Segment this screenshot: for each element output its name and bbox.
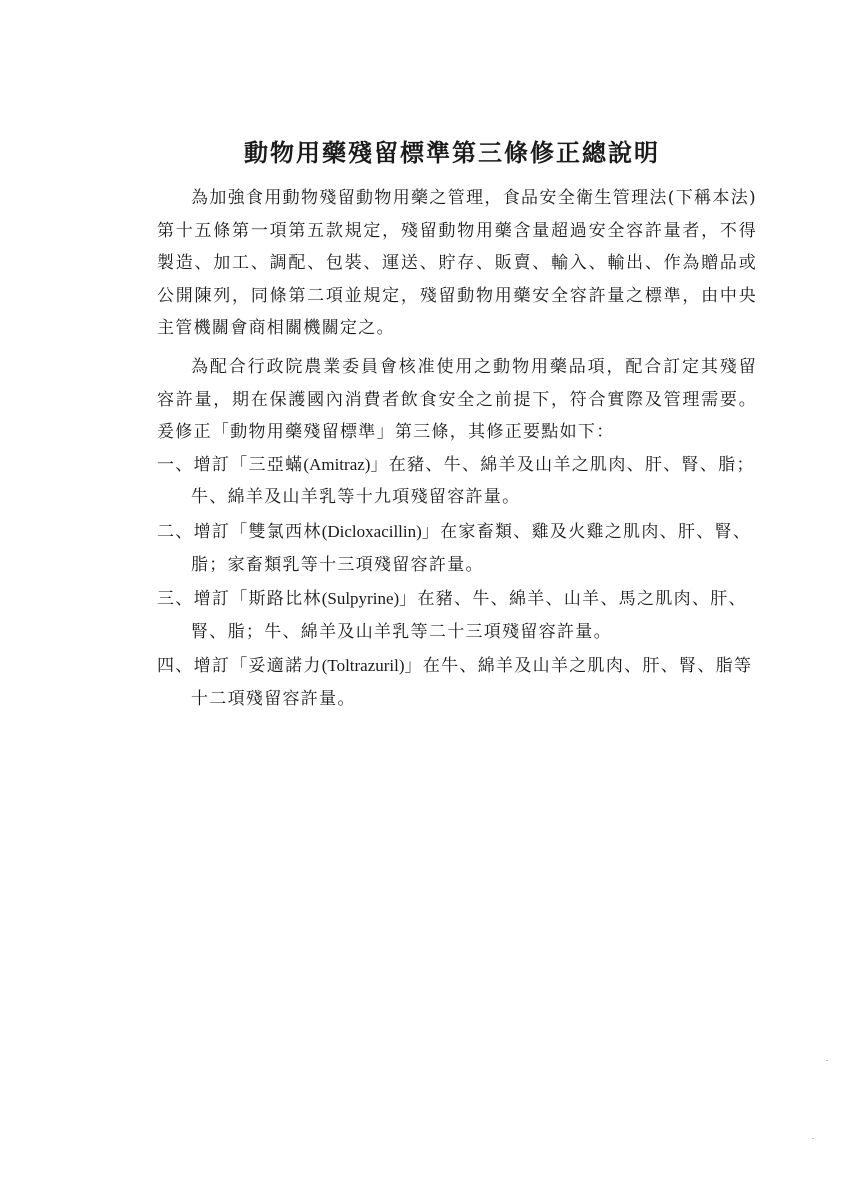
drug-latin-name: (Sulpyrine) xyxy=(321,589,400,609)
drug-latin-name: (Toltrazuril) xyxy=(321,656,405,676)
scan-speck xyxy=(826,1060,828,1061)
paragraph-background: 為加強食用動物殘留動物用藥之管理，食品安全衛生管理法(下稱本法)第十五條第一項第五款規定，殘留動物用藥含量超過安全容許量者，不得製造、加工、調配、包裝、運送、貯存、販賣、輸入、輸出、作為贈品或公開陳列，同條第二項並規定，殘留動物用藥安全容許量之標準，由中央主管機關會商相關機關定之。 xyxy=(157,188,757,339)
drug-latin-name: (Amitraz) xyxy=(303,454,371,474)
amendment-item-1 xyxy=(157,449,757,514)
document-title: 動物用藥殘留標準第三條修正總說明 xyxy=(244,138,660,167)
drug-latin-name: (Dicloxacillin) xyxy=(321,521,422,541)
amendment-item-3 xyxy=(157,583,757,648)
item-text-pre: 增訂「斯路比林 xyxy=(193,589,322,610)
item-text-post: 」在豬、牛、綿羊、山羊、馬之肌肉、肝、腎、脂；牛、綿羊及山羊乳等二十三項殘留容許量。 xyxy=(191,589,747,642)
amendment-item-4 xyxy=(157,650,757,715)
item-text-pre: 增訂「妥適諾力 xyxy=(193,656,322,677)
amendment-item-2 xyxy=(157,516,757,581)
scan-speck xyxy=(812,1138,814,1139)
item-number: 二、 xyxy=(157,521,194,542)
item-number: 三、 xyxy=(157,589,194,610)
item-text-pre: 增訂「三亞蟎 xyxy=(193,454,304,475)
paragraph-purpose: 為配合行政院農業委員會核准使用之動物用藥品項，配合訂定其殘留容許量，期在保護國內消費者飲食安全之前提下，符合實際及管理需要。爰修正「動物用藥殘留標準」第三條，其修正要點如下： xyxy=(157,356,757,443)
item-text-pre: 增訂「雙氯西林 xyxy=(193,521,322,542)
item-number: 一、 xyxy=(157,454,194,475)
item-number: 四、 xyxy=(157,656,194,677)
item-text-post: 」在豬、牛、綿羊及山羊之肌肉、肝、腎、脂；牛、綿羊及山羊乳等十九項殘留容許量。 xyxy=(191,454,755,508)
item-text-post: 」在牛、綿羊及山羊之肌肉、肝、腎、脂等十二項殘留容許量。 xyxy=(191,656,753,709)
item-text-post: 」在家畜類、雞及火雞之肌肉、肝、腎、脂；家畜類乳等十三項殘留容許量。 xyxy=(191,521,752,575)
document-body xyxy=(157,182,757,718)
